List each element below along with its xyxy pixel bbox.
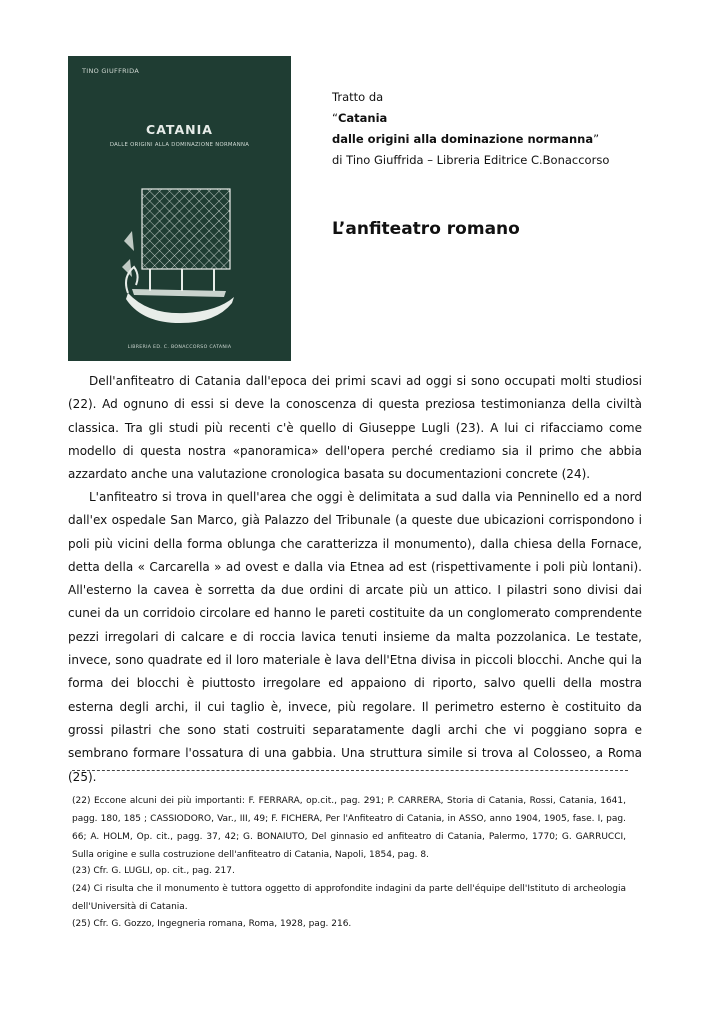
cover-ship-illustration xyxy=(120,181,240,331)
source-title-line2 xyxy=(332,129,609,150)
footnote-25: (25) Cfr. G. Gozzo, Ingegneria romana, Roma, 1928, pag. 216. xyxy=(72,919,352,929)
cover-title: CATANIA xyxy=(146,122,213,137)
source-author-publisher: di Tino Giuffrida – Libreria Editrice C.Bonaccorso xyxy=(332,153,610,167)
section-heading: L’anfiteatro romano xyxy=(332,219,520,239)
body-paragraph-1: Dell'anfiteatro di Catania dall'epoca dei primi scavi ad oggi si sono occupati molti studiosi (22). Ad ognuno di essi si deve la conoscenza di questa preziosa testimonianza della civiltà classica. Tra gli studi più recenti c'è quello di Giuseppe Lugli (23). A lui ci rifacciamo come modello di questa nostra «panoramica» dell'opera perché crediamo sia il primo che abbia azzardato anche una valutazione cronologica basata su documentazioni concrete (24). xyxy=(68,374,642,482)
book-title-part2: dalle origini alla dominazione normanna xyxy=(332,132,594,146)
book-cover xyxy=(68,56,291,361)
cover-publisher: LIBRERIA ED. C. BONACCORSO CATANIA xyxy=(127,345,232,350)
cover-author: TINO GIUFFRIDA xyxy=(82,67,140,75)
footnote-24: (24) Ci risulta che il monumento è tuttora oggetto di approfondite indagini da parte dell'équipe dell'Istituto di archeologia dell'Università di Catania. xyxy=(72,884,626,912)
body-paragraph-2: L'anfiteatro si trova in quell'area che oggi è delimitata a sud dalla via Penninello ed a nord dall'ex ospedale San Marco, già Palazzo del Tribunale (a queste due ubicazioni corrispondono i poli più vicini della forma oblunga che caratterizza il monumento), dalla chiesa della Fornace, detta della « Carcarella » ad ovest e dalla via Etnea ad est (rispettivamente i poli più lontani). All'esterno la cavea è sorretta da due ordini di arcate più un attico. I pilastri sono divisi dai cunei da un corridoio circolare ed hanno le pareti costituite da un conglomerato comprendente pezzi irregolari di calcare e di roccia lavica tenuti insieme da malta pozzolanica. Le testate, invece, sono quadrate ed il loro materiale è lava dell'Etna divisa in piccoli blocchi. Anche qui la forma dei blocchi è piuttosto irregolare ed appaiono di riporto, salvo quelli della mostra esterna degli archi, il cui taglio è, invece, più regolare. Il perimetro esterno è costituito da grossi pilastri che sono stati costruiti separatamente dagli archi che vi poggiano sopra e sembrano formare l'ossatura di una gabbia. Una struttura simile si trova al Colosseo, a Roma (25). xyxy=(68,490,642,784)
cover-subtitle: DALLE ORIGINI ALLA DOMINAZIONE NORMANNA xyxy=(109,142,250,148)
book-title-part1: Catania xyxy=(337,111,388,125)
source-citation xyxy=(332,87,609,171)
quote-open: “ xyxy=(332,111,338,125)
source-line-intro: Tratto da xyxy=(332,90,384,104)
quote-close: ” xyxy=(593,132,600,146)
footnote-23: (23) Cfr. G. LUGLI, op. cit., pag. 217. xyxy=(72,866,235,876)
footnote-22: (22) Eccone alcuni dei più importanti: F. FERRARA, op.cit., pag. 291; P. CARRERA, Storia di Catania, Rossi, Catania, 1641, pagg. 180, 185 ; CASSIODORO, Var., III, 49; F. FICHERA, Per l'Anfiteatro di Catania, in ASSO, anno 1904, 1905, fase. I, pag. 66; A. HOLM, Op. cit., pagg. 37, 42; G. BONAIUTO, Del ginnasio ed anfiteatro di Catania, Palermo, 1770; G. GARRUCCI, Sulla origine e sulla costruzione dell'anfiteatro di Catania, Napoli, 1854, pag. 8. xyxy=(72,796,626,860)
source-title-line xyxy=(332,108,609,129)
footnote-separator xyxy=(72,770,628,771)
